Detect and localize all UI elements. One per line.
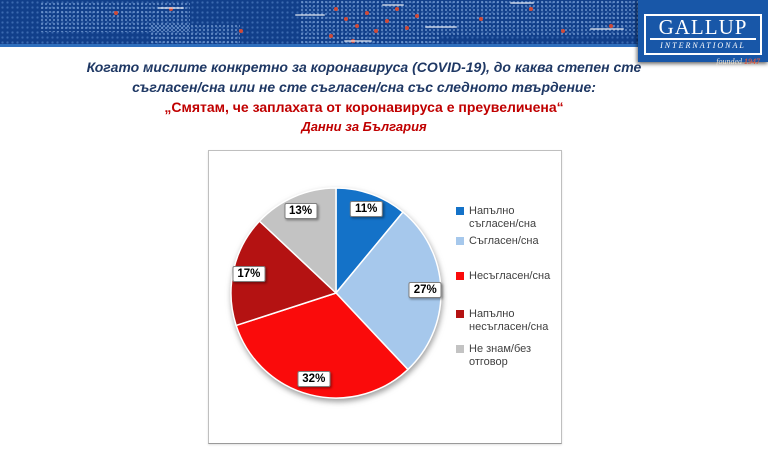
headline-block [0, 47, 768, 137]
legend-swatch [456, 272, 464, 280]
question-line-1: Когато мислите конкретно за коронавируса (COVID-19), до каква степен сте [86, 59, 642, 75]
pie-chart-panel [208, 150, 562, 444]
chart-legend [456, 151, 556, 443]
pie-label-2: 32% [297, 371, 330, 387]
map-continent-pattern [300, 0, 440, 44]
pie-label-4: 13% [284, 203, 317, 219]
legend-label: Напълно несъгласен/сна [469, 308, 549, 333]
map-continent-pattern [150, 24, 240, 44]
legend-label: Несъгласен/сна [469, 270, 551, 282]
legend-item-strongly-agree [456, 205, 556, 231]
legend-swatch [456, 207, 464, 215]
founded-label: founded [716, 57, 742, 66]
gallup-logo-subname: INTERNATIONAL [660, 41, 746, 50]
legend-swatch [456, 345, 464, 353]
legend-item-dont-know [456, 343, 556, 369]
legend-label: Напълно съгласен/сна [469, 205, 537, 230]
legend-item-strongly-disagree [456, 308, 556, 334]
pie-label-0: 11% [350, 201, 382, 217]
question-line-2: съгласен/сна или не сте съгласен/сна със следното твърдение: [132, 79, 596, 95]
founded-year: 1947 [744, 57, 760, 66]
legend-swatch [456, 237, 464, 245]
pie-label-3: 17% [232, 266, 265, 282]
gallup-logo-name: GALLUP [658, 15, 748, 39]
legend-item-agree [456, 235, 539, 248]
pie-label-1: 27% [409, 282, 442, 298]
subtitle-country: Данни за България [301, 119, 427, 134]
legend-label: Съгласен/сна [469, 235, 539, 247]
statement-quote: „Смятам, че заплахата от коронавируса е преувеличена“ [164, 99, 564, 115]
legend-label: Не знам/без отговор [469, 343, 532, 368]
map-continent-pattern [440, 0, 640, 36]
map-location-dots [0, 0, 2, 2]
legend-swatch [456, 310, 464, 318]
legend-item-disagree [456, 270, 550, 283]
